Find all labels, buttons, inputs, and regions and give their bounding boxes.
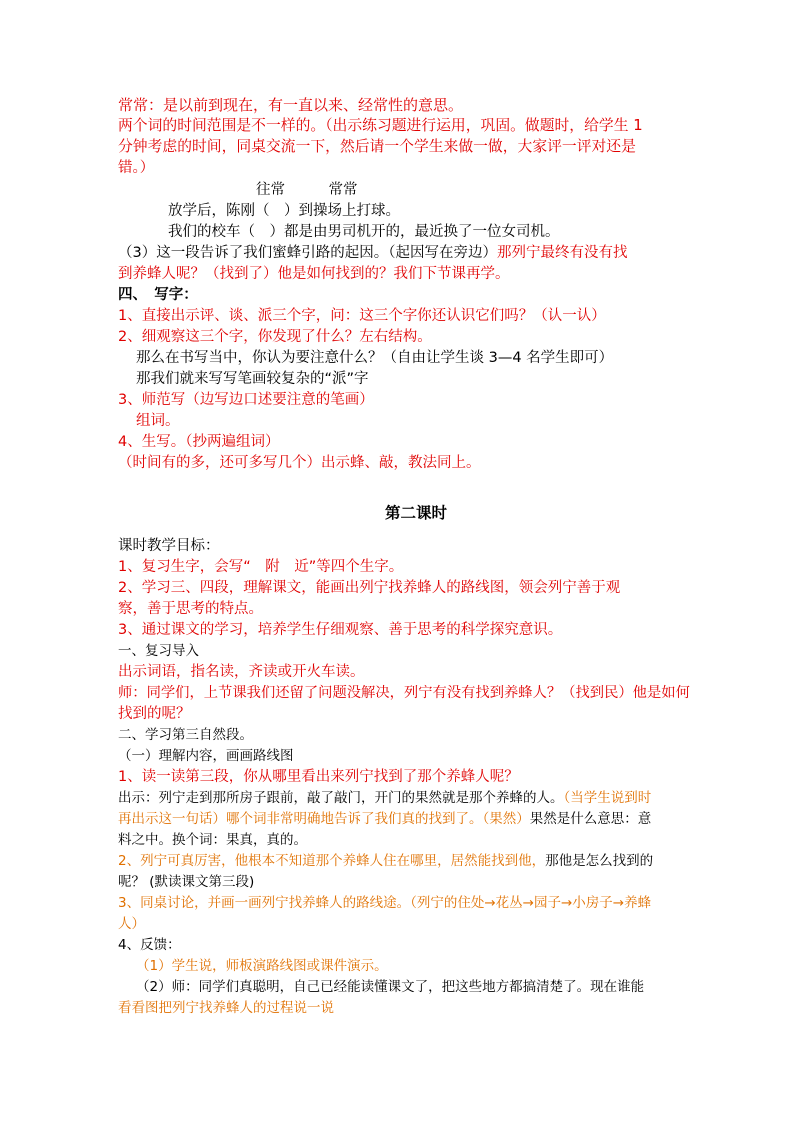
text-span: 2、列宁可真厉害，他根本不知道那个养蜂人住在哪里，居然能找到他， <box>118 853 546 869</box>
text-line: 两个词的时间范围是不一样的。（出示练习题进行运用，巩固。做题时，给学生 1 <box>118 117 643 134</box>
text-line: 那我们就来写写笔画较复杂的“派”字 <box>136 371 369 387</box>
section-heading: 四、 写字： <box>118 287 198 303</box>
text-line: 3、通过课文的学习，培养学生仔细观察、善于思考的科学探究意识。 <box>118 622 563 638</box>
text-line: 3、同桌讨论，并画一画列宁找养蜂人的路线途。（列宁的住处→花丛→园子→小房子→养蜂 <box>118 895 652 911</box>
text-line: 出示词语，指名读，齐读或开火车读。 <box>118 664 365 680</box>
text-line <box>118 809 651 829</box>
text-line: 察，善于思考的特点。 <box>118 601 263 617</box>
text-line: 往常 常常 <box>256 182 358 198</box>
text-line: 常常：是以前到现在，有一直以来、经常性的意思。 <box>118 96 464 114</box>
text-line: 放学后，陈刚（ ）到操场上打球。 <box>168 203 400 219</box>
text-line: （时间有的多，还可多写几个）出示蜂、敲，教法同上。 <box>118 455 481 471</box>
text-line: （一）理解内容，画画路线图 <box>118 748 294 764</box>
text-line: 1、直接出示评、谈、派三个字，问：这三个字你还认识它们吗？（认一认） <box>118 308 606 324</box>
text-line: 4、反馈： <box>118 937 181 953</box>
text-line: 师：同学们，上节课我们还留了问题没解决，列宁有没有找到养蜂人？（找到民）他是如何 <box>118 685 690 701</box>
text-line: 1、读一读第三段，你从哪里看出来列宁找到了那个养蜂人呢？ <box>118 769 519 785</box>
text-line: 2、细观察这三个字，你发现了什么？左右结构。 <box>118 329 432 345</box>
text-span: 那他是怎么找到的 <box>545 853 654 869</box>
text-line: （2）师：同学们真聪明，自己已经能读懂课文了，把这些地方都搞清楚了。现在谁能 <box>136 979 645 995</box>
text-line: 看看图把列宁找养蜂人的过程说一说 <box>118 1000 334 1016</box>
text-span: 再出示这一句话）哪个词非常明确地告诉了我们真的找到了。（果然） <box>118 811 530 827</box>
text-line <box>118 851 653 871</box>
text-span: （当学生说到时 <box>563 790 652 806</box>
text-line: 二、学习第三自然段。 <box>118 727 253 743</box>
text-span: 出示：列宁走到那所房子跟前，敲了敲门，开门的果然就是那个养蜂的人。 <box>118 790 564 806</box>
text-line: 料之中。换个词：果真，真的。 <box>118 832 307 848</box>
text-line: 一、复习导入 <box>118 643 199 659</box>
text-line: 4、生写。（抄两遍组词） <box>118 434 280 450</box>
text-span: 那列宁最终有没有找 <box>496 245 628 261</box>
text-line <box>118 243 627 263</box>
text-line: 3、师范写（边写边口述要注意的笔画） <box>118 392 374 408</box>
text-line: 那么在书写当中，你认为要注意什么？（自由让学生谈 3—4 名学生即可） <box>136 350 614 366</box>
text-line: （1）学生说，师板演路线图或课件演示。 <box>136 958 388 974</box>
text-line: 我们的校车（ ）都是由男司机开的，最近换了一位女司机。 <box>168 224 560 240</box>
text-span: （3）这一段告诉了我们蜜蜂引路的起因。（起因写在旁边） <box>118 245 497 261</box>
text-line: 呢？ (默读课文第三段) <box>118 874 255 890</box>
text-line <box>118 788 651 808</box>
text-span: 果然是什么意思：意 <box>529 811 652 827</box>
text-line: 课时教学目标： <box>118 538 220 554</box>
text-line: 人） <box>118 916 145 932</box>
lesson-title: 第二课时 <box>385 504 448 522</box>
text-line: 1、复习生字，会写“ 附 近”等四个生字。 <box>118 559 404 575</box>
text-line: 2、学习三、四段，理解课文，能画出列宁找养蜂人的路线图，领会列宁善于观 <box>118 580 621 596</box>
text-line: 分钟考虑的时间，同桌交流一下，然后请一个学生来做一做，大家评一评对还是 <box>118 138 636 155</box>
text-line: 到养蜂人呢？（找到了）他是如何找到的？我们下节课再学。 <box>118 266 510 282</box>
text-line: 组词。 <box>136 413 180 429</box>
text-line: 找到的呢？ <box>118 706 191 722</box>
text-line: 错。） <box>118 160 155 176</box>
